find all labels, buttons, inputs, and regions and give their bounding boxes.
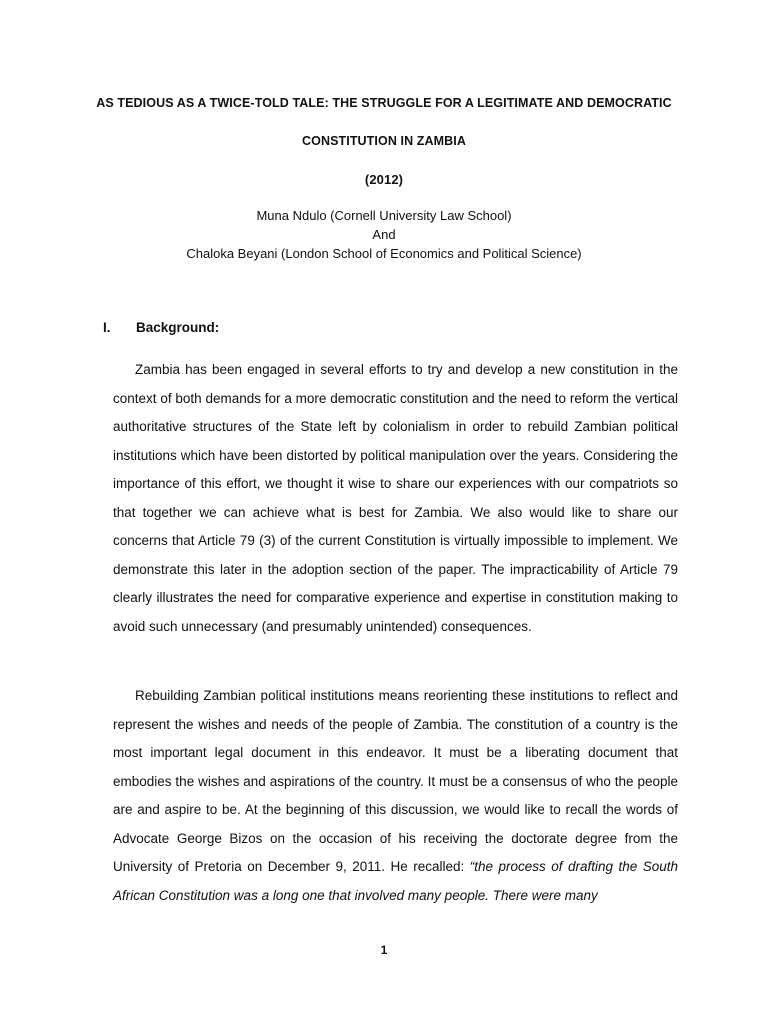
paragraph-2-quote: “the process of drafting the South African Constitution was a long one that involved many people. There were many bbox=[113, 859, 678, 903]
section-heading bbox=[103, 320, 219, 335]
section-title: Background: bbox=[136, 320, 220, 335]
author-2: Chaloka Beyani (London School of Economics and Political Science) bbox=[186, 246, 582, 261]
document-title-line-1: AS TEDIOUS AS A TWICE-TOLD TALE: THE STRUGGLE FOR A LEGITIMATE AND DEMOCRATIC bbox=[96, 96, 672, 110]
section-number: I. bbox=[103, 320, 111, 335]
document-year: (2012) bbox=[364, 172, 404, 187]
paragraph-2 bbox=[113, 682, 678, 910]
paragraph-2-text: Rebuilding Zambian political institutions means reorienting these institutions to reflect and represent the wishes and needs of the people of Zambia. The constitution of a country is the most important legal document in this endeavor. It must be a liberating document that embodies the wishes and aspirations of the country. It must be a consensus of who the people are and aspire to be. At the beginning of this discussion, we would like to recall the words of Advocate George Bizos on the occasion of his receiving the doctorate degree from the University of Pretoria on December 9, 2011. He recalled: bbox=[113, 688, 678, 874]
paragraph-2-body bbox=[113, 682, 678, 910]
author-1: Muna Ndulo (Cornell University Law School) bbox=[256, 208, 512, 223]
document-title-line-2: CONSTITUTION IN ZAMBIA bbox=[302, 134, 466, 148]
author-conjunction: And bbox=[372, 227, 396, 242]
paragraph-1-text: Zambia has been engaged in several efforts to try and develop a new constitution in the context of both demands for a more democratic constitution and the need to reform the vertical authoritative structures of the State left by colonialism in order to rebuild Zambian political institutions which have been distorted by political manipulation over the years. Considering the importance of this effort, we thought it wise to share our experiences with our compatriots so that together we can achieve what is best for Zambia. We also would like to share our concerns that Article 79 (3) of the current Constitution is virtually impossible to implement. We demonstrate this later in the adoption section of the paper. The impracticability of Article 79 clearly illustrates the need for comparative experience and expertise in constitution making to avoid such unnecessary (and presumably unintended) consequences. bbox=[113, 362, 678, 634]
page-number: 1 bbox=[380, 943, 388, 957]
paragraph-1 bbox=[113, 356, 678, 641]
